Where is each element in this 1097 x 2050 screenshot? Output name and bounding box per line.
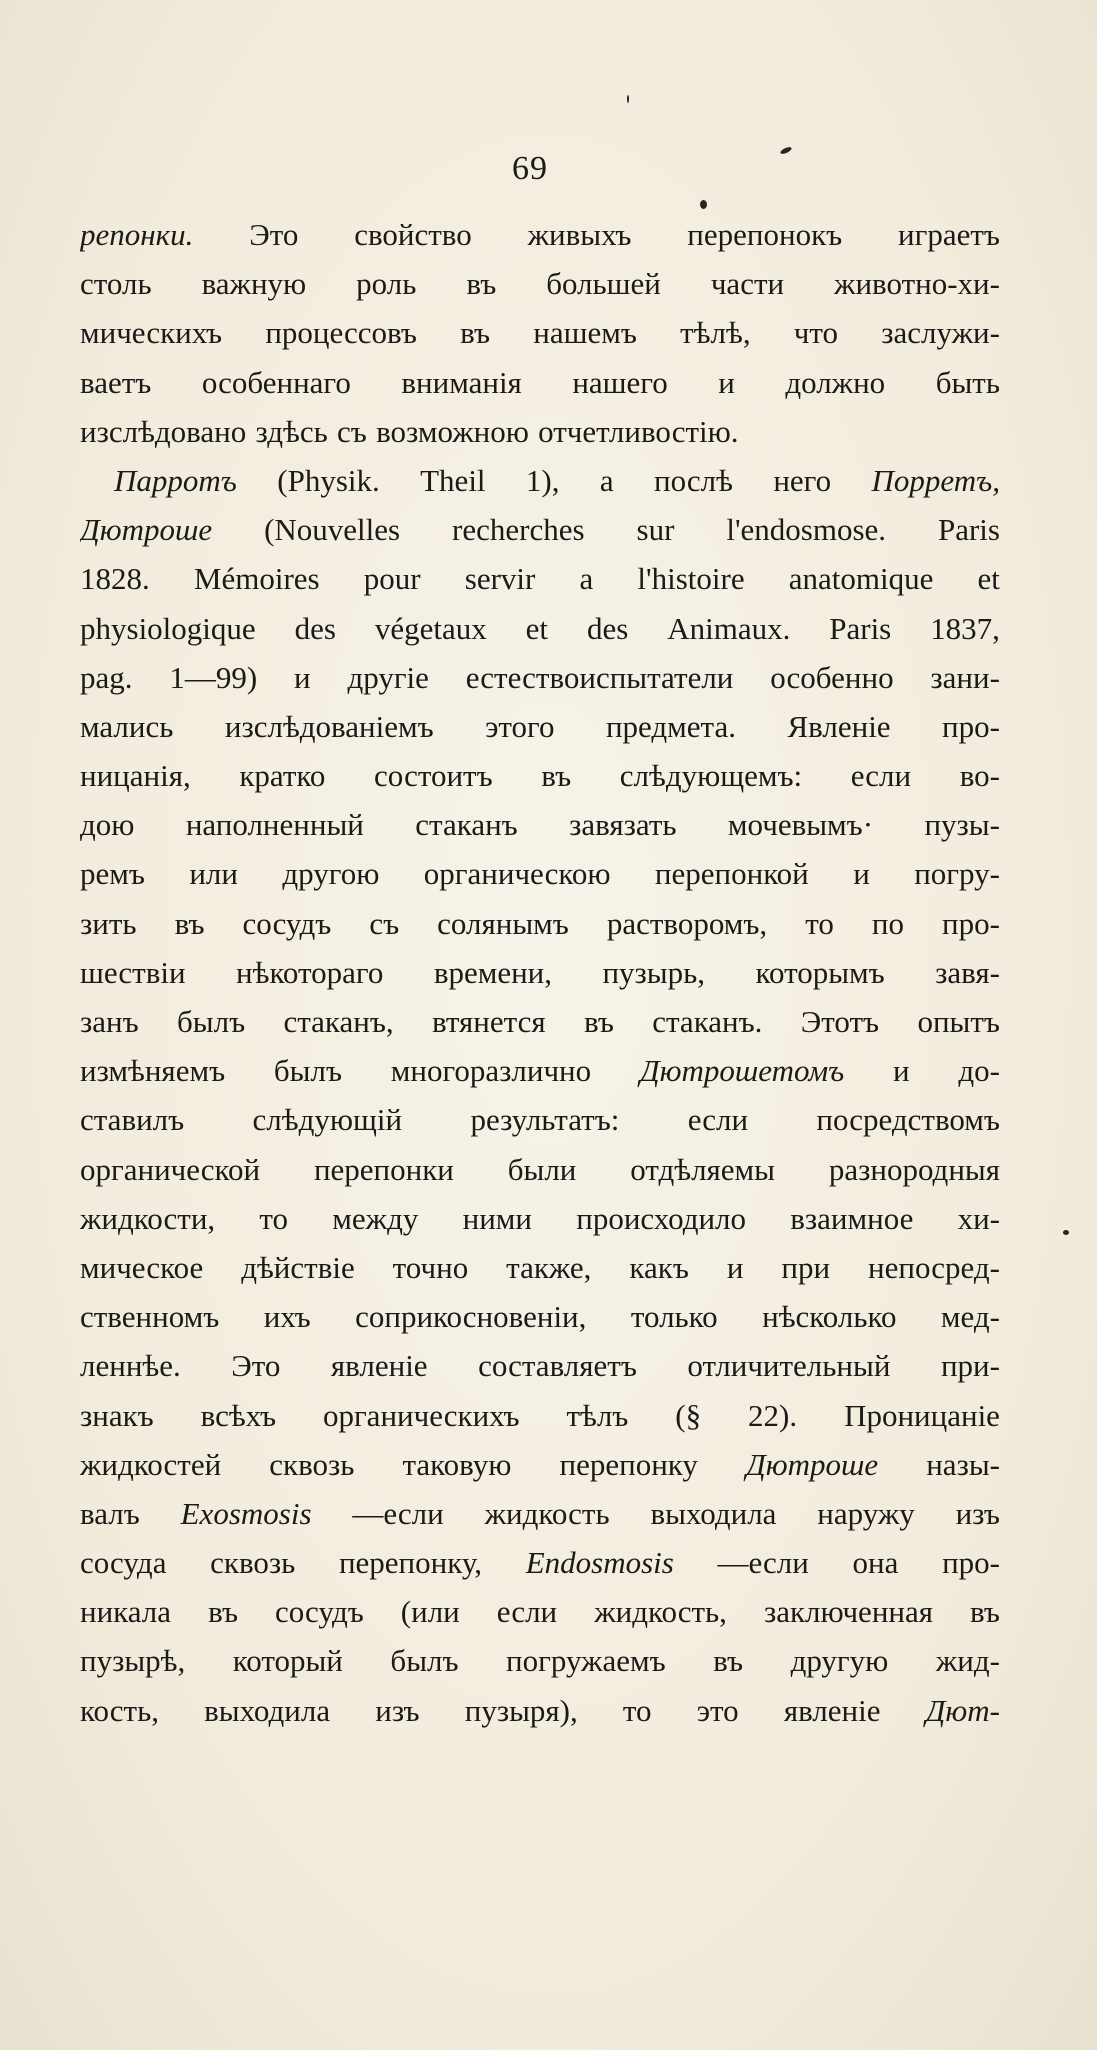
- word: только: [630, 1299, 718, 1335]
- word: изъ: [955, 1495, 1000, 1531]
- word: по: [871, 905, 904, 941]
- word: recherches: [452, 512, 585, 548]
- word: сквозь: [269, 1446, 355, 1482]
- word: былъ: [177, 1004, 246, 1039]
- word: выходила: [650, 1495, 777, 1531]
- word: заслужи-: [881, 315, 1000, 351]
- word: которымъ: [755, 954, 885, 990]
- word: Animaux.: [667, 610, 791, 646]
- word: другую: [790, 1643, 889, 1679]
- text-line: [80, 554, 1000, 603]
- word: 1),: [525, 462, 560, 498]
- word: 22).: [748, 1397, 798, 1433]
- word: животно-хи-: [834, 266, 1000, 302]
- word: жидкости,: [80, 1200, 216, 1236]
- word: отдѣляемы: [630, 1151, 776, 1187]
- word: servir: [464, 561, 536, 597]
- word: sur: [636, 512, 675, 548]
- word: во-: [959, 758, 1000, 794]
- word: нѣкотораго: [236, 954, 384, 990]
- word: она: [852, 1545, 899, 1581]
- italic-word: Endosmosis: [525, 1545, 674, 1581]
- word: стаканъ,: [283, 1004, 394, 1039]
- word: до-: [958, 1053, 1000, 1089]
- word: ихъ: [263, 1299, 311, 1335]
- word: мед-: [940, 1299, 1000, 1335]
- word: дою: [80, 807, 135, 843]
- word: наружу: [817, 1495, 915, 1531]
- word: естествоиспытатели: [465, 659, 734, 695]
- word: вниманія: [401, 364, 522, 400]
- word: былъ: [390, 1643, 459, 1679]
- word: въ: [713, 1643, 744, 1679]
- word: предмета.: [605, 708, 736, 744]
- word: таковую: [402, 1446, 512, 1482]
- word: перепонку,: [338, 1545, 483, 1581]
- ink-speck: [1063, 1230, 1069, 1235]
- word: знакъ: [80, 1397, 154, 1433]
- word: перепонкой: [654, 856, 809, 892]
- word: зани-: [930, 659, 1000, 695]
- text-line: [80, 1489, 1000, 1538]
- word: если: [687, 1102, 749, 1138]
- word: зить: [80, 905, 137, 941]
- word: кратко: [239, 758, 326, 794]
- word: ваетъ: [80, 364, 152, 400]
- word: какъ: [629, 1249, 689, 1285]
- word: втянется: [432, 1004, 546, 1039]
- word: и: [853, 856, 870, 892]
- word: мались: [80, 708, 174, 744]
- text-line: [80, 1341, 1000, 1390]
- italic-word: Порретъ,: [871, 462, 1000, 498]
- word: что: [793, 315, 839, 351]
- text-line: [80, 407, 1000, 456]
- word: особенно: [770, 659, 894, 695]
- text-line: [80, 1636, 1000, 1685]
- word: пузы-: [924, 807, 1000, 843]
- word: играетъ: [898, 217, 1000, 252]
- word: тѣлѣ,: [680, 315, 751, 351]
- word: солянымъ: [437, 905, 569, 941]
- text-line: [80, 1145, 1000, 1194]
- word: ними: [462, 1200, 532, 1236]
- word: 1837,: [930, 610, 1000, 646]
- word: изслѣдованіемъ: [224, 708, 434, 744]
- word: про-: [942, 708, 1000, 744]
- word: свойство: [354, 217, 472, 252]
- word: измѣняемъ: [80, 1053, 226, 1089]
- word: результатъ:: [470, 1102, 620, 1138]
- word: Paris: [829, 610, 892, 646]
- word: соприкосновеніи,: [355, 1299, 587, 1335]
- word: Этотъ: [800, 1004, 880, 1039]
- word: между: [332, 1200, 419, 1236]
- word: сосудъ: [242, 905, 332, 941]
- word: погружаемъ: [506, 1643, 666, 1679]
- word: роль: [356, 266, 417, 302]
- italic-word: репонки.: [80, 217, 194, 252]
- word: назы-: [926, 1446, 1000, 1482]
- word: Theil: [420, 462, 486, 498]
- word: другою: [282, 856, 380, 892]
- word: жидкость: [484, 1495, 610, 1531]
- word: ремъ: [80, 856, 145, 892]
- text-line: [80, 308, 1000, 357]
- word: составляетъ: [478, 1348, 637, 1384]
- word: перепонокъ: [687, 217, 843, 252]
- word: Paris: [937, 512, 1000, 548]
- word: ственномъ: [80, 1299, 220, 1335]
- word: въ: [970, 1594, 1000, 1630]
- text-line: [80, 1440, 1000, 1489]
- text-line: [80, 1243, 1000, 1292]
- word: ницанія,: [80, 758, 191, 794]
- word: который: [232, 1643, 343, 1679]
- word: ставилъ: [80, 1102, 185, 1138]
- italic-word: Дютроше: [746, 1446, 879, 1482]
- word: слѣдующій: [252, 1102, 403, 1138]
- word: et: [525, 610, 549, 646]
- word: погру-: [914, 856, 1000, 892]
- word: пузырь,: [602, 954, 706, 990]
- text-line: [80, 358, 1000, 407]
- word: и: [726, 1249, 744, 1285]
- word: былъ: [273, 1053, 342, 1089]
- word: pour: [363, 561, 421, 597]
- word: также,: [506, 1249, 592, 1285]
- word: при-: [940, 1348, 1000, 1384]
- word: изслѣдовано: [80, 413, 247, 449]
- word: леннѣе.: [80, 1348, 181, 1384]
- word: стаканъ: [415, 807, 518, 843]
- word: большей: [546, 266, 661, 302]
- text-line: [80, 1686, 1000, 1735]
- word: жидкостей: [80, 1446, 222, 1482]
- italic-word: Дютрошетомъ: [639, 1053, 845, 1089]
- word: нѣсколько: [762, 1299, 897, 1335]
- word: et: [977, 561, 1000, 597]
- word: стаканъ.: [652, 1004, 763, 1039]
- word: это: [696, 1692, 739, 1728]
- ink-speck: [627, 95, 629, 103]
- word: слѣдующемъ:: [619, 758, 803, 794]
- word: (§: [675, 1397, 702, 1433]
- word: то: [259, 1200, 289, 1236]
- word: никала: [80, 1594, 172, 1630]
- word: то: [805, 905, 834, 941]
- word: сосудъ: [275, 1594, 364, 1630]
- word: были: [507, 1151, 577, 1187]
- text-line: [80, 702, 1000, 751]
- italic-word: Exosmosis: [180, 1495, 312, 1531]
- word: anatomique: [788, 561, 934, 597]
- text-line: [80, 210, 1000, 259]
- word: живыхъ: [527, 217, 632, 252]
- word: органическихъ: [322, 1397, 520, 1433]
- word: пузырѣ,: [80, 1643, 186, 1679]
- word: въ: [466, 266, 497, 302]
- text-line: [80, 1587, 1000, 1636]
- word: непосред-: [868, 1249, 1000, 1285]
- word: l'endosmose.: [726, 512, 887, 548]
- text-line: [80, 800, 1000, 849]
- text-line: [80, 259, 1000, 308]
- word: пузыря),: [464, 1692, 578, 1728]
- word: въ: [541, 758, 572, 794]
- word: при: [781, 1249, 831, 1285]
- word: органическою: [423, 856, 611, 892]
- word: 1—99): [169, 659, 258, 695]
- text-line: [80, 1538, 1000, 1587]
- body-text: [80, 210, 1000, 1735]
- word: перепонку: [559, 1446, 698, 1482]
- word: мическое: [80, 1249, 204, 1285]
- text-line: [80, 1095, 1000, 1144]
- word: des: [586, 610, 629, 646]
- word: другіе: [347, 659, 429, 695]
- word: органической: [80, 1151, 261, 1187]
- word: въ: [208, 1594, 238, 1630]
- word: des: [294, 610, 336, 646]
- word: процессовъ: [265, 315, 417, 351]
- word: быть: [935, 364, 1000, 400]
- word: этого: [485, 708, 555, 744]
- word: перепонки: [313, 1151, 454, 1187]
- word: валъ: [80, 1495, 140, 1531]
- word: хи-: [957, 1200, 1000, 1236]
- word: то: [622, 1692, 652, 1728]
- word: 1828.: [80, 561, 150, 597]
- text-line: [80, 604, 1000, 653]
- text-line: [80, 1194, 1000, 1243]
- word: въ: [460, 315, 491, 351]
- word: многоразлично: [390, 1053, 592, 1089]
- word: мическихъ: [80, 315, 223, 351]
- word: въ: [174, 905, 205, 941]
- italic-word: Парротъ: [114, 462, 237, 498]
- page-number: 69: [512, 150, 548, 187]
- text-line: [80, 456, 1000, 505]
- word: végetaux: [374, 610, 487, 646]
- word: жид-: [935, 1643, 1000, 1679]
- word: тѣлъ: [566, 1397, 629, 1433]
- word: выходила: [204, 1692, 331, 1728]
- word: важную: [201, 266, 307, 302]
- word: и: [294, 659, 311, 695]
- word: мочевымъ·: [727, 807, 874, 843]
- word: Mémoires: [193, 561, 320, 597]
- word: заключенная: [763, 1594, 934, 1630]
- word: взаимное: [790, 1200, 914, 1236]
- word: состоитъ: [374, 758, 493, 794]
- text-line: [80, 997, 1000, 1046]
- word: опытъ: [917, 1004, 1000, 1039]
- word: physiologique: [80, 610, 256, 646]
- word: Проницаніе: [844, 1397, 1000, 1433]
- word: посредствомъ: [816, 1102, 1000, 1138]
- word: разнородныя: [828, 1151, 1000, 1187]
- italic-word: Дютроше: [80, 512, 213, 548]
- word: времени,: [433, 954, 553, 990]
- word: части: [710, 266, 785, 302]
- word: шествіи: [80, 954, 186, 990]
- word: должно: [785, 364, 886, 400]
- text-line: [80, 505, 1000, 554]
- word: занъ: [80, 1004, 139, 1039]
- word: про-: [942, 1545, 1000, 1581]
- word: или: [189, 856, 238, 892]
- word: нашего: [572, 364, 668, 400]
- word: (Nouvelles: [264, 512, 401, 548]
- word: точно: [392, 1249, 469, 1285]
- word: столь: [80, 266, 152, 302]
- italic-word: Дют-: [925, 1692, 1000, 1728]
- word: жидкость,: [594, 1594, 727, 1630]
- word: особеннаго: [201, 364, 351, 400]
- word: завязать: [569, 807, 677, 843]
- word: сосуда: [80, 1545, 167, 1581]
- text-line: [80, 751, 1000, 800]
- word: растворомъ,: [606, 905, 768, 941]
- word: наполненный: [185, 807, 364, 843]
- word: послѣ: [654, 462, 733, 498]
- word: явленіе: [783, 1692, 881, 1728]
- word: нашемъ: [533, 315, 637, 351]
- word: Это: [249, 217, 299, 252]
- word: всѣхъ: [200, 1397, 277, 1433]
- word: завя-: [935, 954, 1000, 990]
- word: него: [773, 462, 832, 498]
- word: pag.: [80, 659, 133, 695]
- word: a: [579, 561, 594, 597]
- word: въ: [583, 1004, 614, 1039]
- word: отличительный: [687, 1348, 891, 1384]
- word: кость,: [80, 1692, 159, 1728]
- word: если: [496, 1594, 558, 1630]
- word: сквозь: [210, 1545, 296, 1581]
- word: съ: [337, 413, 367, 449]
- word: дѣйствіе: [241, 1249, 355, 1285]
- word: возможною: [376, 413, 529, 449]
- word: Это: [231, 1348, 281, 1384]
- word: —если: [717, 1545, 809, 1581]
- word: Явленіе: [787, 708, 891, 744]
- word: съ: [369, 905, 400, 941]
- word: отчетливостію.: [538, 413, 739, 449]
- text-line: [80, 849, 1000, 898]
- word: и: [893, 1053, 910, 1089]
- word: изъ: [375, 1692, 420, 1728]
- word: (Physik.: [277, 462, 380, 498]
- word: l'histoire: [637, 561, 745, 597]
- word: и: [718, 364, 735, 400]
- word: явленіе: [330, 1348, 428, 1384]
- text-line: [80, 948, 1000, 997]
- text-line: [80, 899, 1000, 948]
- text-line: [80, 653, 1000, 702]
- word: про-: [942, 905, 1000, 941]
- text-line: [80, 1292, 1000, 1341]
- text-line: [80, 1391, 1000, 1440]
- word: (или: [400, 1594, 460, 1630]
- word: —если: [352, 1495, 444, 1531]
- word: здѣсь: [255, 413, 328, 449]
- word: если: [850, 758, 912, 794]
- word: а: [599, 462, 614, 498]
- ink-speck: [700, 200, 707, 209]
- word: происходило: [576, 1200, 747, 1236]
- text-line: [80, 1046, 1000, 1095]
